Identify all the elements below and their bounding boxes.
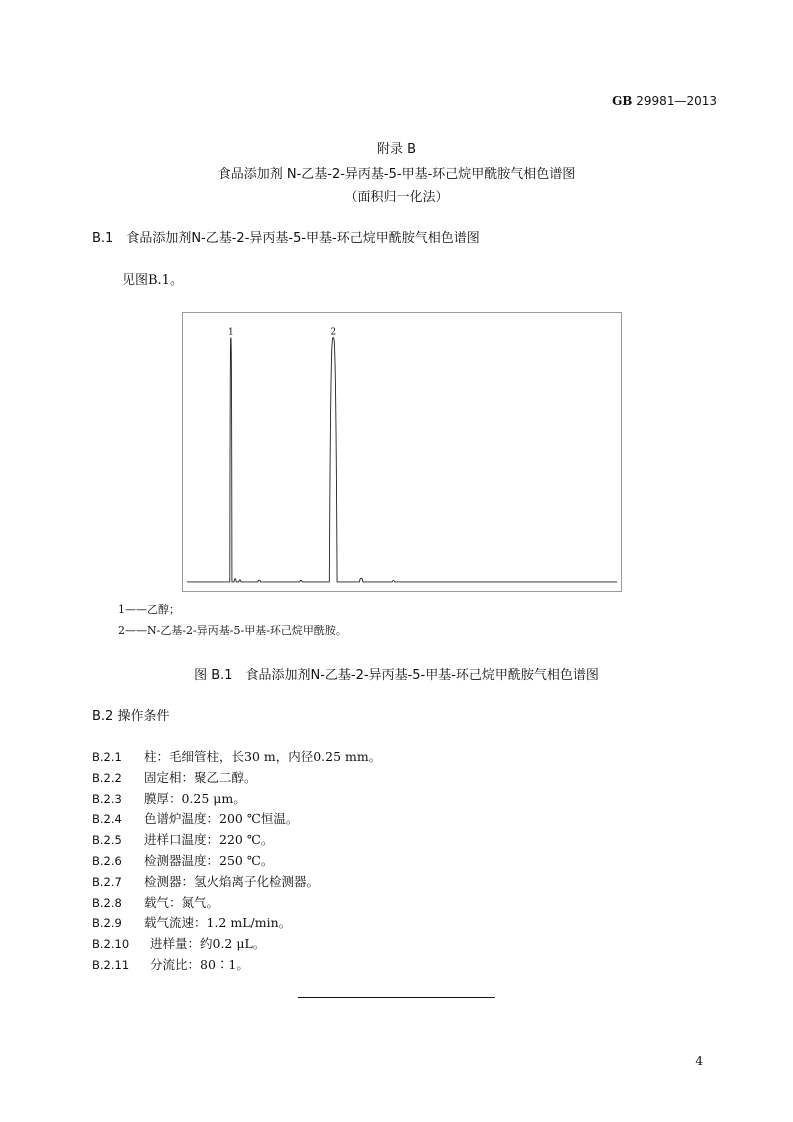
- condition-text: 分流比：80∶1。: [150, 957, 249, 972]
- section-b1-heading: B.1 食品添加剂N-乙基-2-异丙基-5-甲基-环己烷甲酰胺气相色谱图: [92, 231, 480, 246]
- section-b2-heading: B.2 操作条件: [92, 709, 170, 724]
- chromatogram-plot: [183, 313, 621, 591]
- peak-label: 1: [227, 327, 234, 338]
- standard-code: [612, 94, 717, 108]
- condition-row: [92, 747, 381, 765]
- condition-row: [92, 872, 319, 890]
- condition-row: [92, 830, 273, 848]
- page-number: 4: [695, 1054, 703, 1068]
- condition-row: [92, 934, 265, 952]
- annex-title: 附录 B: [376, 142, 417, 157]
- condition-text: 检测器温度：250 ℃。: [144, 853, 274, 868]
- condition-row: [92, 809, 298, 827]
- condition-number: B.2.6: [92, 854, 122, 868]
- condition-text: 色谱炉温度：200 ℃恒温。: [144, 811, 299, 827]
- legend-item-2: 2——N-乙基-2-异丙基-5-甲基-环己烷甲酰胺。: [118, 624, 347, 637]
- condition-text: 固定相：聚乙二醇。: [144, 769, 257, 785]
- condition-row: [92, 955, 249, 973]
- condition-text: 载气：氮气。: [144, 894, 220, 910]
- condition-row: [92, 913, 291, 931]
- condition-text: 检测器：氢火焰离子化检测器。: [144, 873, 320, 889]
- condition-number: B.2.3: [92, 791, 122, 806]
- condition-number: B.2.7: [92, 874, 122, 889]
- figure-caption: 图 B.1 食品添加剂N-乙基-2-异丙基-5-甲基-环己烷甲酰胺气相色谱图: [194, 668, 599, 683]
- condition-number: B.2.9: [92, 916, 122, 931]
- standard-prefix: GB: [612, 94, 633, 108]
- condition-row: [92, 768, 257, 786]
- condition-text: 进样口温度：220 ℃。: [144, 832, 274, 848]
- condition-number: B.2.4: [92, 812, 122, 827]
- see-figure-text: 见图B.1。: [122, 273, 183, 288]
- condition-number: B.2.11: [92, 958, 130, 972]
- condition-number: B.2.5: [92, 833, 122, 848]
- legend-item-1: 1——乙醇；: [118, 603, 180, 616]
- condition-row: [92, 851, 273, 869]
- condition-row: [92, 789, 246, 807]
- condition-number: B.2.10: [92, 937, 130, 952]
- condition-text: 进样量：约0.2 μL。: [150, 936, 266, 952]
- chromatogram-trace: [187, 338, 617, 582]
- condition-number: B.2.1: [92, 750, 122, 764]
- condition-text: 膜厚：0.25 μm。: [144, 790, 246, 806]
- standard-number: 29981—2013: [636, 94, 717, 108]
- peak-label: 2: [330, 327, 337, 338]
- condition-number: B.2.2: [92, 770, 122, 785]
- annex-note: （面积归一化法）: [344, 190, 449, 205]
- annex-subtitle: 食品添加剂 N-乙基-2-异丙基-5-甲基-环己烷甲酰胺气相色谱图: [217, 167, 576, 182]
- chromatogram-frame: [182, 312, 622, 592]
- condition-number: B.2.8: [92, 895, 122, 910]
- end-rule: [298, 997, 495, 998]
- condition-text: 柱：毛细管柱，长30 m，内径0.25 mm。: [144, 749, 382, 764]
- condition-text: 载气流速：1.2 mL/min。: [144, 915, 292, 931]
- condition-row: [92, 893, 219, 911]
